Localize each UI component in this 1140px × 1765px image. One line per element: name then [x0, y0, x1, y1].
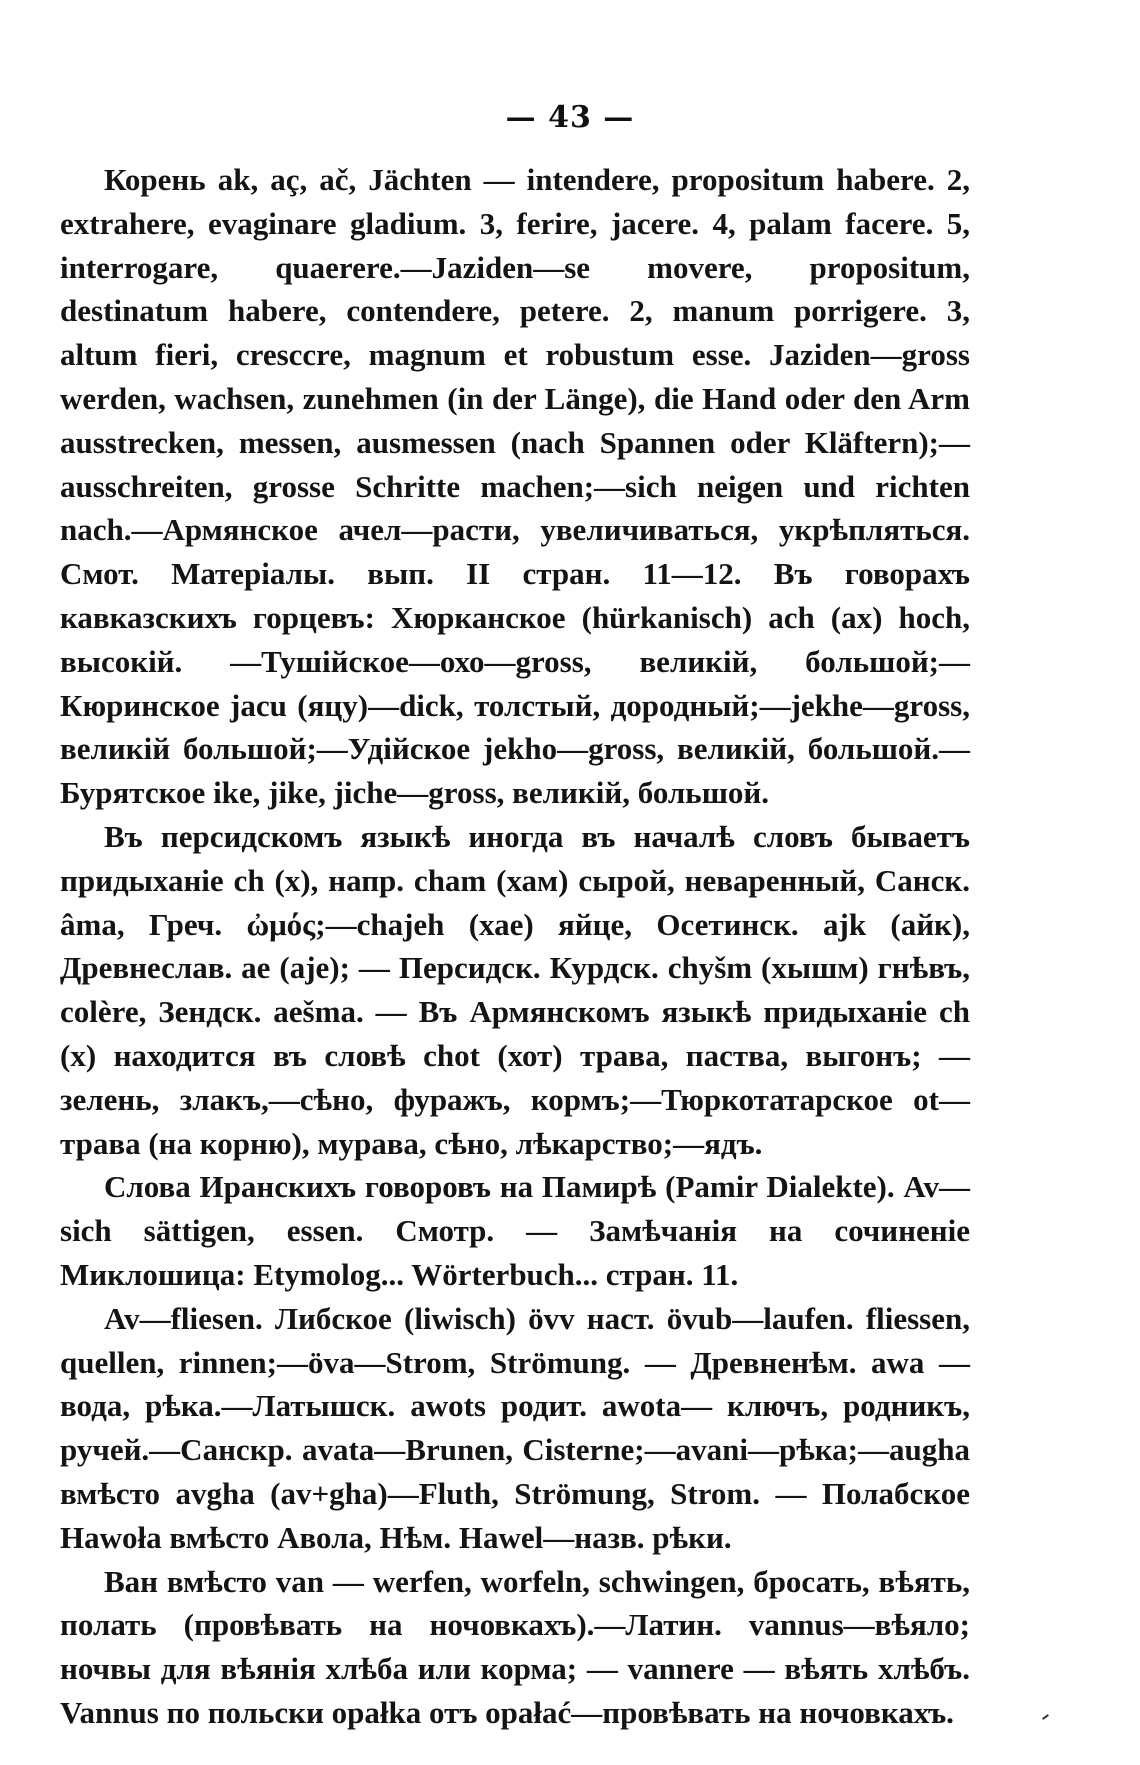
paragraph-av-fliesen: Av—fliesen. Либское (liwisch) övv наст. övub—laufen. fliessen, quellen, rinnen;—öva—Strom, Strömung. — Древненѣм. awa —вода, рѣка.—Латышск. awots родит. awota— ключъ, родникъ, ручей.—Санскр. avata—Brunen, Cisterne;—avani—рѣка;—augha вмѣсто avgha (av+gha)—Fluth, Strömung, Strom. — Полабское Hawoła вмѣсто Авола, Нѣм. Hawel—назв. рѣки.	[60, 1300, 970, 1555]
page-number: — 43 —	[505, 100, 635, 135]
paragraph-pamir-dialects: Слова Иранскихъ говоровъ на Памирѣ (Pamir Dialekte). Av—sich sättigen, essen. Смотр. — Замѣчанія на сочиненіе Миклошица: Etymolog... Wörterbuch... стран. 11.	[60, 1169, 970, 1292]
paragraph-van-werfen: Ван вмѣсто van — werfen, worfeln, schwingen, бросать, вѣять, полать (провѣвать на ночовкахъ).—Латин. vannus—вѣяло; ночвы для вѣянія хлѣба или корма; — vannere — вѣять хлѣбъ. Vannus по польски opałka отъ opałać—провѣвать на ночовкахъ.	[60, 1563, 970, 1730]
paragraph-root-ak: Корень ak, aç, ač, Jächten — intendere, propositum habere. 2, extrahere, evaginare gladium. 3, ferire, jacere. 4, palam facere. 5, interrogare, quaerere.—Jaziden—se movere, propositum, destinatum habere, contendere, petere. 2, manum porrigere. 3, altum fieri, cresccre, magnum et robustum esse. Jaziden—gross werden, wachsen, zunehmen (in der Länge), die Hand oder den Arm ausstrecken, messen, ausmessen (nach Spannen oder Kläftern);—ausschreiten, grosse Schritte machen;—sich neigen und richten nach.—Армянское ачел—расти, увеличиваться, укрѣпляться. Смот. Матеріалы. вып. II стран. 11—12. Въ говорахъ кавказскихъ горцевъ: Хюрканское (hürkanisch) ach (ax) hoch, высокій. —Тушійское—охо—gross, великій, большой;—Кюринское jacu (яцу)—dick, толстый, дородный;—jekhe—gross, великій большой;—Удійское jekho—gross, великій, большой.—Бурятское ike, jike, jiche—gross, великій, большой.	[60, 162, 970, 811]
paragraph-persian-aspiration: Въ персидскомъ языкѣ иногда въ началѣ словъ бываетъ придыханіе ch (x), напр. cham (хам) сырой, неваренный, Санск. âma, Греч. ὠμός;—chajeh (хае) яйце, Осетинск. ajk (айк), Древнеслав. ae (aje); — Персидск. Курдск. chyšm (хышм) гнѣвъ, colère, Зендск. aešma. — Въ Армянскомъ языкѣ придыханіе ch (x) находится въ словѣ chot (хот) трава, паства, выгонъ; — зелень, злакъ,—сѣно, фуражъ, кормъ;—Тюркотатарское ot—трава (на корню), мурава, сѣно, лѣкарство;—ядъ.	[60, 818, 970, 1161]
print-speck	[1042, 1714, 1049, 1720]
body-text	[60, 158, 970, 1735]
